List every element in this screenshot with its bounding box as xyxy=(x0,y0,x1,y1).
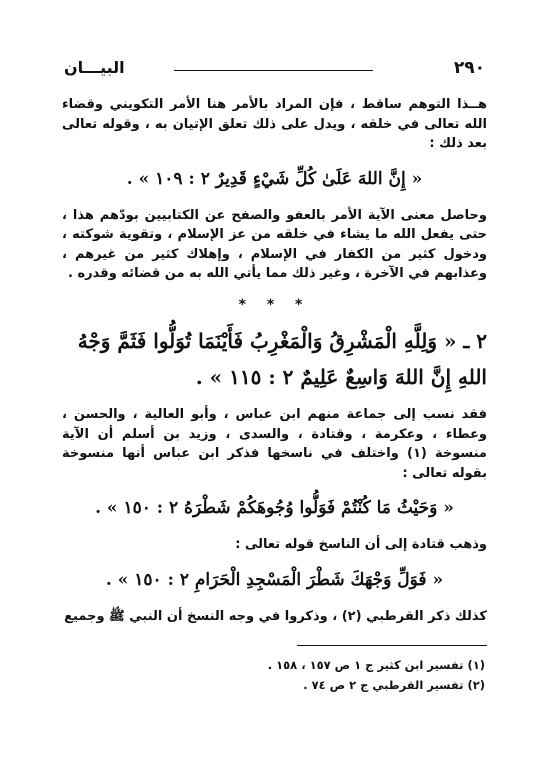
verse-3: « وَحَيْثُ مَا كُنْتُمْ فَوَلُّوا وُجُوهَكُمْ شَطْرَهُ ٢ : ١٥٠ » . xyxy=(95,498,454,518)
footnote-rule xyxy=(297,645,487,646)
section-separator: * * * xyxy=(238,296,311,313)
footnotes xyxy=(64,655,485,695)
main-text xyxy=(62,95,487,626)
paragraph-3: فقد نسب إلى جماعة منهم ابن عباس ، وأبو العالية ، والحسن ، وعطاء ، وعكرمة ، وقتادة ، والسدى ، وزيد بن أسلم أن الآية منسوخة (١) واختلف في ناسخها فذكر ابن عباس أنها منسوخة بقوله تعالى : xyxy=(62,407,487,481)
page-number: ٢٩٠ xyxy=(453,58,485,78)
header-rule xyxy=(174,70,373,71)
running-title: البيـــان xyxy=(64,58,125,77)
footnote-2: (٢) تفسير القرطبي ج ٢ ص ٧٤ . xyxy=(303,678,485,692)
footnote-1: (١) تفسير ابن كثير ج ١ ص ١٥٧ ، ١٥٨ . xyxy=(267,658,485,672)
verse-4: « فَوَلِّ وَجْهَكَ شَطْرَ الْمَسْجِدِ الْحَرَامِ ٢ : ١٥٠ » . xyxy=(105,569,444,590)
verse-1: « إِنَّ اللهَ عَلَىٰ كُلِّ شَيْءٍ قَدِيرٌ ٢ : ١٠٩ » . xyxy=(126,168,423,189)
page-header xyxy=(64,58,485,82)
paragraph-2: وحاصل معنى الآية الأمر بالعفو والصفح عن الكتابيين بودّهم هذا ، حتى يفعل الله ما يشاء في خلقه من عز الإسلام ، وتقوية شوكته ، ودخول كثير من الكفار في الإسلام ، وإهلاك كثير من غيرهم ، وعذابهم في الآخرة ، وغير ذلك مما يأتي الله به من قضائه وقدره . xyxy=(62,207,487,281)
paragraph-5: كذلك ذكر القرطبي (٢) ، وذكروا في وجه النسخ أن النبي ﷺ وجميع xyxy=(64,608,487,624)
paragraph-1: هــذا التوهم ساقط ، فإن المراد بالأمر هنا الأمر التكويني وقضاء الله تعالى في خلقه ، ويدل على ذلك تعلق الإتيان به ، وقوله تعالى بعد ذلك : xyxy=(62,97,487,151)
verse-2-heading: ٢ ـ « وَلِلَّهِ الْمَشْرِقُ وَالْمَغْرِبُ فَأَيْنَمَا تُوَلُّوا فَثَمَّ وَجْهُ اللهِ إِنَّ اللهَ وَاسِعٌ عَلِيمٌ ٢ : ١١٥ » . xyxy=(77,329,487,389)
paragraph-4: وذهب قتادة إلى أن الناسخ قوله تعالى : xyxy=(235,537,487,552)
